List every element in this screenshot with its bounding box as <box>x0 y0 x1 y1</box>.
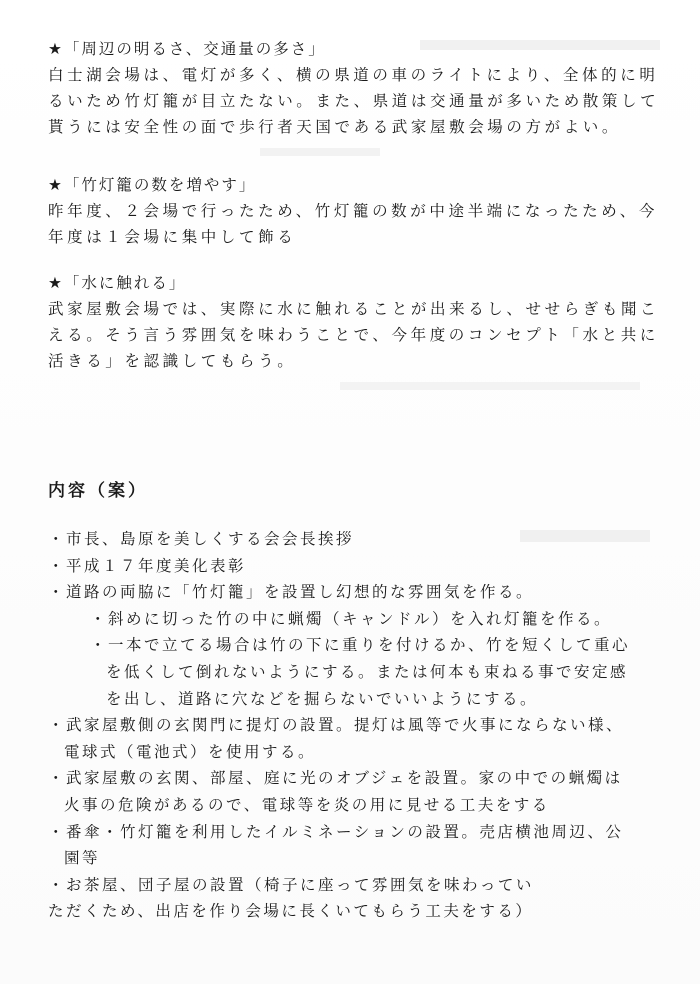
section-heading: ★「竹灯籠の数を増やす」 <box>48 176 257 194</box>
list-item: ただくため、出店を作り会場に長くいてもらう工夫をする） <box>48 902 534 921</box>
list-item: ・一本で立てる場合は竹の下に重りを付けるか、竹を短くして重心 <box>90 636 631 655</box>
section-increase-lanterns <box>48 172 666 250</box>
paragraph-line: るいため竹灯籠が目立たない。また、県道は交通量が多いため散策して <box>48 92 660 110</box>
content-list <box>48 526 670 925</box>
list-item: ・市長、島原を美しくする会会長挨拶 <box>48 530 355 548</box>
list-item-continuation: を低くして倒れないようにする。または何本も束ねる事で安定感 <box>106 662 629 681</box>
section-touch-water <box>48 270 666 374</box>
list-item: ・道路の両脇に「竹灯籠」を設置し幻想的な雰囲気を作る。 <box>48 583 535 602</box>
paragraph-line: 昨年度、２会場で行ったため、竹灯籠の数が中途半端になったため、今 <box>48 202 658 220</box>
list-item: ・番傘・竹灯籠を利用したイルミネーションの設置。売店横池周辺、公 <box>48 822 624 841</box>
bleed-through-mark <box>340 382 640 390</box>
list-item: ・武家屋敷側の玄関門に提灯の設置。提灯は風等で火事にならない様、 <box>48 716 625 735</box>
list-item: ・お茶屋、団子屋の設置（椅子に座って雰囲気を味わってい <box>48 875 534 894</box>
paragraph-line: 白士湖会場は、電灯が多く、横の県道の車のライトにより、全体的に明 <box>48 66 659 84</box>
content-title: 内容（案） <box>48 481 148 501</box>
list-item: ・平成１７年度美化表彰 <box>48 556 247 575</box>
list-item-continuation: を出し、道路に穴などを掘らないでいいようにする。 <box>106 689 539 708</box>
bleed-through-mark <box>260 148 380 156</box>
paragraph-line: 年度は１会場に集中して飾る <box>48 228 297 246</box>
list-item-continuation: 園等 <box>64 849 101 868</box>
list-item-continuation: 電球式（電池式）を使用する。 <box>64 742 317 761</box>
list-item: ・武家屋敷の玄関、部屋、庭に光のオブジェを設置。家の中での蝋燭は <box>48 769 623 788</box>
section-brightness-traffic <box>48 36 666 140</box>
list-item-continuation: 火事の危険があるので、電球等を炎の用に見せる工夫をする <box>64 795 550 814</box>
section-heading: ★「周辺の明るさ、交通量の多さ」 <box>48 40 326 58</box>
paragraph-line: 武家屋敷会場では、実際に水に触れることが出来るし、せせらぎも聞こ <box>48 300 660 318</box>
section-heading: ★「水に触れる」 <box>48 274 187 292</box>
paragraph-line: 活きる」を認識してもらう。 <box>48 352 297 370</box>
list-item: ・斜めに切った竹の中に蝋燭（キャンドル）を入れ灯籠を作る。 <box>90 609 613 628</box>
paragraph-line: える。そう言う雰囲気を味わうことで、今年度のコンセプト「水と共に <box>48 326 659 344</box>
paragraph-line: 貰うには安全性の面で歩行者天国である武家屋敷会場の方がよい。 <box>48 118 622 136</box>
